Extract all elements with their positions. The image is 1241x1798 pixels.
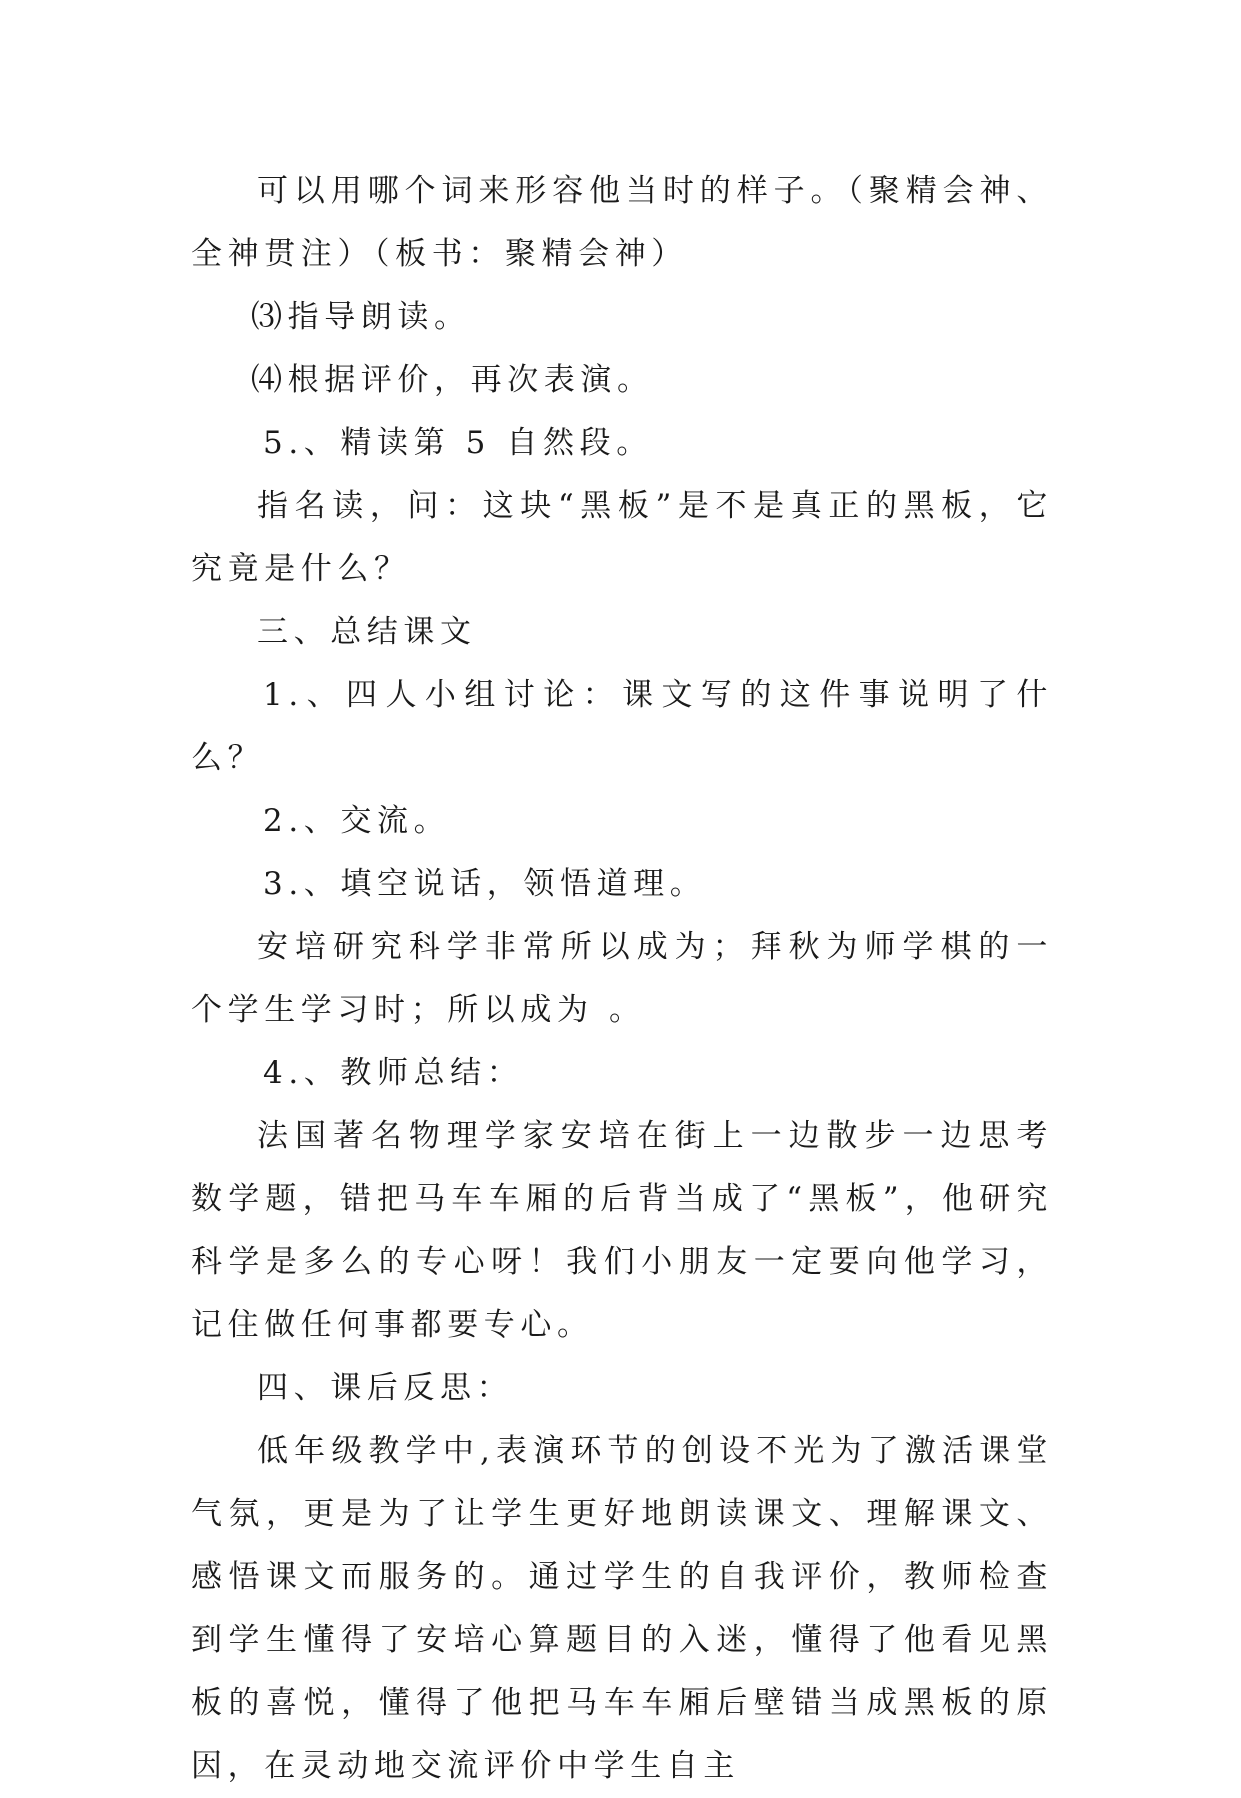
paragraph-blackboard-question: 指名读，问：这块“黑板”是不是真正的黑板，它究竟是什么？ xyxy=(191,488,1053,587)
step-perform-again: ⑷根据评价，再次表演。 xyxy=(251,362,654,398)
step-exchange: 2.、交流。 xyxy=(263,803,451,839)
step-guide-reading: ⑶指导朗读。 xyxy=(251,299,471,335)
document-page xyxy=(191,160,1053,1798)
step-group-discussion: 1.、四人小组讨论：课文写的这件事说明了什么？ xyxy=(191,677,1053,776)
paragraph-fill-blank-sentences: 安培研究科学非常所以成为；拜秋为师学棋的一个学生学习时；所以成为 。 xyxy=(191,929,1053,1028)
step-teacher-summary: 4.、教师总结： xyxy=(263,1055,524,1091)
section-heading-summary: 三、总结课文 xyxy=(257,614,477,650)
paragraph-teacher-summary: 法国著名物理学家安培在街上一边散步一边思考数学题，错把马车车厢的后背当成了“黑板”，他研究科学是多么的专心呀！我们小朋友一定要向他学习，记住做任何事都要专心。 xyxy=(191,1118,1053,1343)
paragraph-reflection: 低年级教学中,表演环节的创设不光为了激活课堂气氛，更是为了让学生更好地朗读课文、理解课文、感悟课文而服务的。通过学生的自我评价，教师检查到学生懂得了安培心算题目的入迷，懂得了他看见黑板的喜悦，懂得了他把马车车厢后壁错当成黑板的原因，在灵动地交流评价中学生自主 xyxy=(191,1433,1053,1784)
paragraph-describe-look: 可以用哪个词来形容他当时的样子。（聚精会神、全神贯注）（板书：聚精会神） xyxy=(191,173,1053,272)
step-fill-blank: 3.、填空说话，领悟道理。 xyxy=(263,866,707,902)
section-heading-reflection: 四、课后反思： xyxy=(257,1370,514,1406)
step-read-paragraph-5: 5.、精读第 5 自然段。 xyxy=(263,425,653,461)
